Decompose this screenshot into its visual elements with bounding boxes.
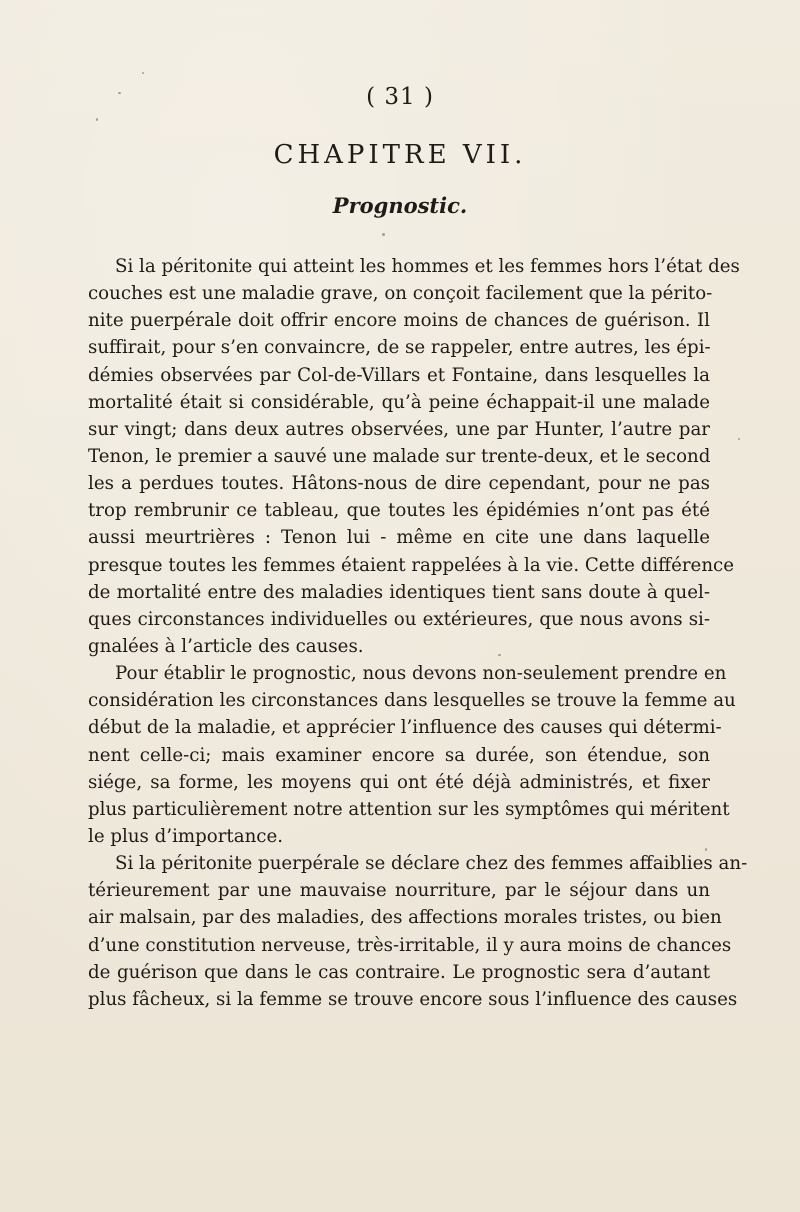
text-line: térieurement par une mauvaise nourriture, par le séjour dans un bbox=[88, 880, 710, 902]
paper-speck bbox=[738, 438, 740, 440]
text-line: ques circonstances individuelles ou extérieures, que nous avons si- bbox=[88, 608, 710, 630]
text-line: début de la maladie, et apprécier l’influence des causes qui détermi- bbox=[88, 717, 722, 739]
text-line: gnalées à l’article des causes. bbox=[88, 635, 364, 657]
text-line: nent celle-ci; mais examiner encore sa durée, son étendue, son bbox=[88, 744, 710, 766]
text-line: mortalité était si considérable, qu’à peine échappait-il une malade bbox=[88, 391, 710, 413]
text-line: Si la péritonite qui atteint les hommes et les femmes hors l’état des bbox=[115, 256, 740, 277]
text-line: les a perdues toutes. Hâtons-nous de dire cependant, pour ne pas bbox=[88, 473, 710, 495]
paper-speck bbox=[96, 118, 98, 121]
text-line: plus fâcheux, si la femme se trouve encore sous l’influence des causes bbox=[88, 988, 738, 1010]
text-line: suffirait, pour s’en convaincre, de se rappeler, entre autres, les épi- bbox=[88, 337, 711, 359]
text-line: air malsain, par des maladies, des affections morales tristes, ou bien bbox=[88, 907, 722, 929]
text-line: le plus d’importance. bbox=[88, 825, 284, 847]
text-line: sur vingt; dans deux autres observées, une par Hunter, l’autre par bbox=[88, 418, 710, 440]
text-line: presque toutes les femmes étaient rappelées à la vie. Cette différence bbox=[88, 554, 734, 576]
text-line: de mortalité entre des maladies identiques tient sans doute à quel- bbox=[88, 581, 710, 603]
text-line: aussi meurtrières : Tenon lui - même en cite une dans laquelle bbox=[88, 527, 710, 549]
text-line: considération les circonstances dans lesquelles se trouve la femme au bbox=[88, 690, 736, 712]
text-line: Tenon, le premier a sauvé une malade sur trente-deux, et le second bbox=[88, 445, 711, 467]
paper-speck bbox=[705, 848, 707, 851]
section-title: Prognostic. bbox=[332, 193, 468, 218]
paper-speck bbox=[118, 92, 121, 94]
chapter-title: CHAPITRE VII. bbox=[273, 140, 527, 170]
paper-speck bbox=[498, 654, 501, 656]
text-line: démies observées par Col-de-Villars et Fontaine, dans lesquelles la bbox=[88, 364, 710, 386]
text-line: de guérison que dans le cas contraire. Le prognostic sera d’autant bbox=[88, 961, 710, 983]
paper-speck bbox=[142, 72, 144, 74]
text-line: plus particulièrement notre attention sur les symptômes qui méritent bbox=[88, 798, 730, 820]
page-number: ( 31 ) bbox=[366, 84, 434, 110]
paper-speck bbox=[382, 233, 385, 236]
text-line: trop rembrunir ce tableau, que toutes les épidémies n’ont pas été bbox=[88, 500, 710, 522]
text-line: Pour établir le prognostic, nous devons non-seulement prendre en bbox=[115, 663, 727, 685]
text-line: siége, sa forme, les moyens qui ont été déjà administrés, et fixer bbox=[88, 771, 710, 793]
text-line: d’une constitution nerveuse, très-irritable, il y aura moins de chances bbox=[88, 934, 732, 956]
text-line: couches est une maladie grave, on conçoit facilement que la périto- bbox=[88, 283, 713, 305]
text-line: Si la péritonite puerpérale se déclare chez des femmes affaiblies an- bbox=[115, 853, 748, 875]
text-line: nite puerpérale doit offrir encore moins de chances de guérison. Il bbox=[88, 310, 710, 332]
body-text bbox=[88, 253, 748, 1013]
